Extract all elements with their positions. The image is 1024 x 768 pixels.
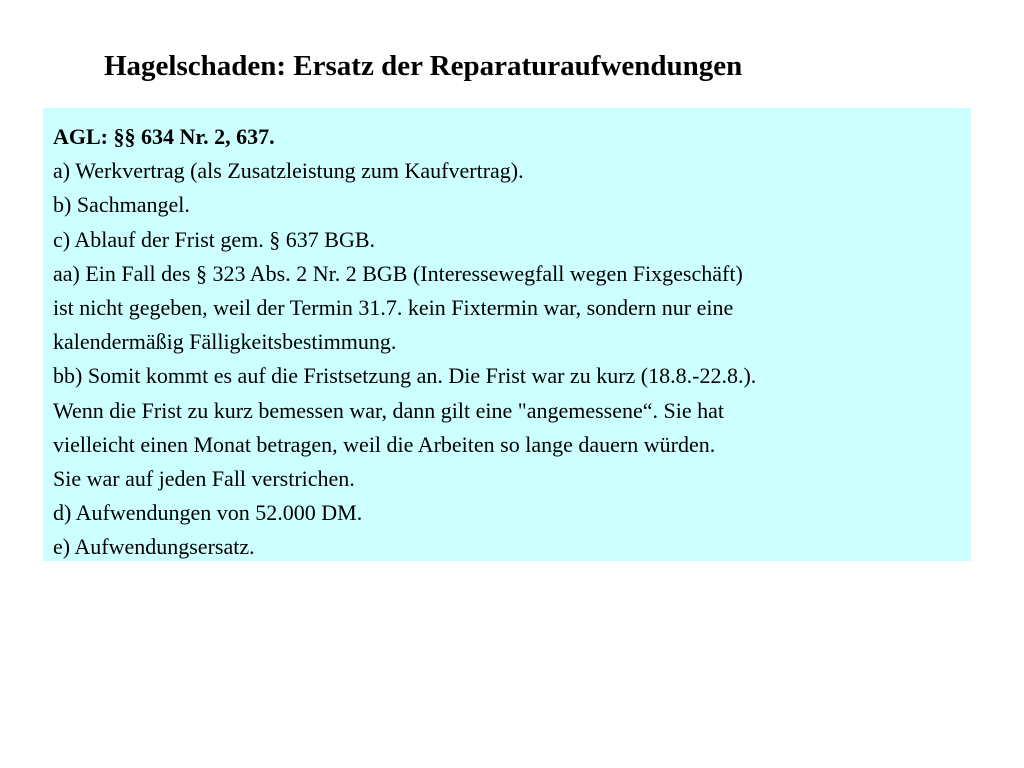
point-c: c) Ablauf der Frist gem. § 637 BGB.	[53, 226, 376, 252]
point-aa-line-2: ist nicht gegeben, weil der Termin 31.7. kein Fixtermin war, sondern nur eine	[53, 295, 734, 321]
legal-basis-heading: AGL: §§ 634 Nr. 2, 637.	[53, 124, 275, 149]
content-box	[43, 108, 971, 561]
point-aa-line-1: aa) Ein Fall des § 323 Abs. 2 Nr. 2 BGB (Interessewegfall wegen Fixgeschäft)	[53, 260, 743, 286]
point-a: a) Werkvertrag (als Zusatzleistung zum Kaufvertrag).	[53, 158, 524, 184]
point-bb-line-3: vielleicht einen Monat betragen, weil die Arbeiten so lange dauern würden.	[53, 431, 716, 457]
point-e: e) Aufwendungsersatz.	[53, 534, 255, 560]
point-bb-line-2: Wenn die Frist zu kurz bemessen war, dann gilt eine "angemessene“. Sie hat	[53, 397, 725, 423]
point-bb-line-1: bb) Somit kommt es auf die Fristsetzung an. Die Frist war zu kurz (18.8.-22.8.).	[53, 363, 757, 389]
point-b: b) Sachmangel.	[53, 192, 190, 218]
point-aa-line-3: kalendermäßig Fälligkeitsbestimmung.	[53, 329, 397, 355]
slide-title: Hagelschaden: Ersatz der Reparaturaufwendungen	[104, 50, 743, 82]
point-d: d) Aufwendungen von 52.000 DM.	[53, 500, 363, 526]
point-bb-line-4: Sie war auf jeden Fall verstrichen.	[53, 466, 355, 492]
